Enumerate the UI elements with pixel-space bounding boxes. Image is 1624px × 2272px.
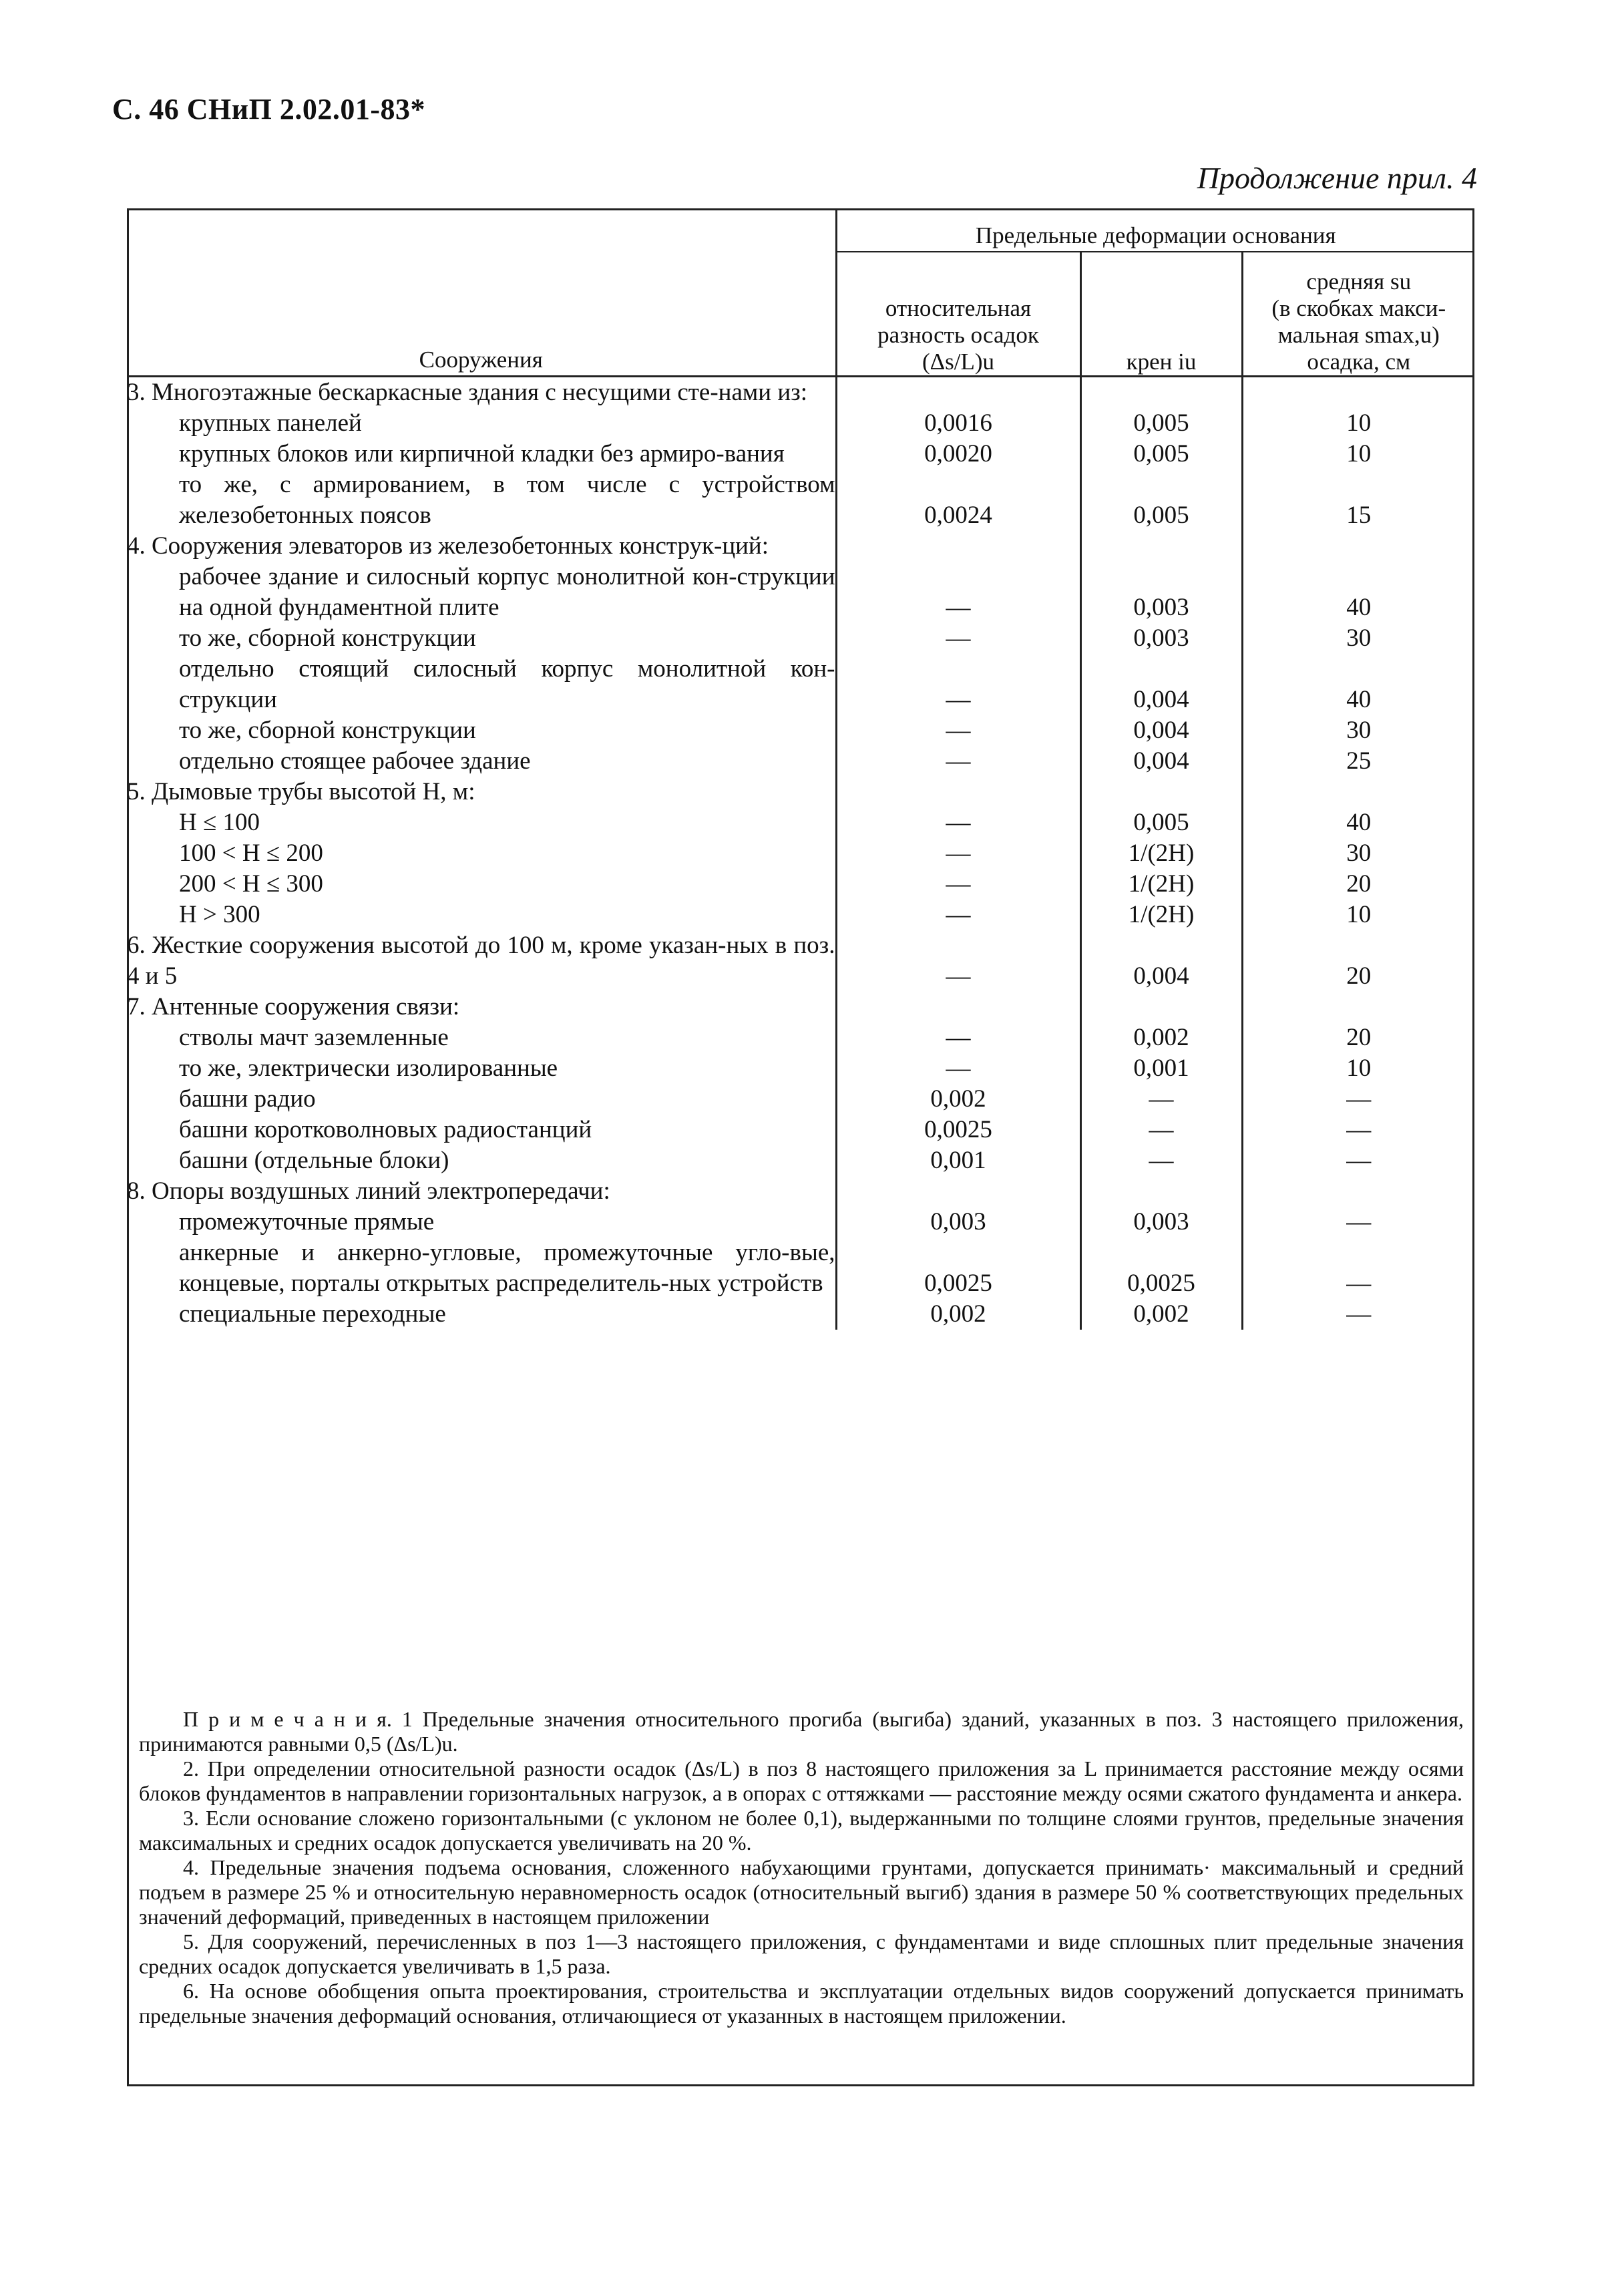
tilt-cell: 1/(2H) xyxy=(1080,838,1242,869)
settlement-cell: — xyxy=(1242,1115,1474,1145)
tilt-cell xyxy=(1080,777,1242,807)
tilt-cell: 0,003 xyxy=(1080,562,1242,623)
relative-difference-cell: — xyxy=(836,623,1080,654)
tilt-cell: 0,003 xyxy=(1080,623,1242,654)
settlement-cell xyxy=(1242,1176,1474,1207)
settlement-cell: — xyxy=(1242,1084,1474,1115)
row-name-cell: отдельно стоящее рабочее здание xyxy=(179,747,531,775)
settlement-cell: 10 xyxy=(1242,900,1474,930)
row-name-cell: то же, с армированием, в том числе с устройством железобетонных поясов xyxy=(179,471,835,529)
relative-difference-cell xyxy=(836,377,1080,409)
table-row xyxy=(127,654,1474,715)
note-5: 5. Для сооружений, перечисленных в поз 1—3 настоящего приложения, с фундаментами и виде сплошных плит предельные значения средних осадок допускается увеличивать в 1,5 раза. xyxy=(139,1929,1464,1978)
relative-difference-cell: — xyxy=(836,900,1080,930)
settlement-cell: 20 xyxy=(1242,869,1474,900)
table-row xyxy=(127,777,1474,807)
table-row xyxy=(127,1299,1474,1330)
notes-section xyxy=(139,1707,1464,2028)
table-row xyxy=(127,869,1474,900)
relative-difference-cell: — xyxy=(836,930,1080,992)
tilt-cell: 0,005 xyxy=(1080,439,1242,469)
table-row xyxy=(127,469,1474,531)
table-row xyxy=(127,838,1474,869)
row-name-cell: промежуточные прямые xyxy=(179,1208,435,1236)
row-name-cell: башни радио xyxy=(179,1085,316,1113)
table-row xyxy=(127,715,1474,746)
settlement-cell: 40 xyxy=(1242,654,1474,715)
relative-difference-cell: 0,002 xyxy=(836,1084,1080,1115)
relative-difference-cell: — xyxy=(836,654,1080,715)
tilt-cell: 0,004 xyxy=(1080,654,1242,715)
settlement-cell xyxy=(1242,531,1474,562)
relative-difference-cell xyxy=(836,1176,1080,1207)
settlement-cell xyxy=(1242,992,1474,1022)
relative-difference-cell: 0,0024 xyxy=(836,469,1080,531)
note-2: 2. При определении относительной разности осадок (Δs/L) в поз 8 настоящего приложения за L принимается расстояние между осями блоков фундаментов в направлении горизонтальных нагрузок, а в опорах с оттяжками — расстояние между осями сжатого фундамента и анкера. xyxy=(139,1756,1464,1805)
tilt-cell: — xyxy=(1080,1084,1242,1115)
row-name-cell: башни коротковолновых радиостанций xyxy=(179,1116,592,1143)
table-row xyxy=(127,562,1474,623)
tilt-cell: — xyxy=(1080,1115,1242,1145)
row-name-cell: башни (отдельные блоки) xyxy=(179,1147,449,1174)
settlement-cell: 40 xyxy=(1242,562,1474,623)
settlement-cell: 20 xyxy=(1242,930,1474,992)
row-name-cell: то же, сборной конструкции xyxy=(179,624,476,652)
relative-difference-cell: 0,0016 xyxy=(836,408,1080,439)
header-tilt: крен iu xyxy=(1080,252,1242,377)
tilt-cell: 0,002 xyxy=(1080,1022,1242,1053)
row-name-cell: стволы мачт заземленные xyxy=(179,1024,449,1051)
row-name-cell: 4. Сооружения элеваторов из железобетонных конструк-ций: xyxy=(127,532,769,560)
tilt-cell: 0,004 xyxy=(1080,930,1242,992)
tilt-cell: 0,004 xyxy=(1080,746,1242,777)
table-row xyxy=(127,1022,1474,1053)
table-row xyxy=(127,746,1474,777)
relative-difference-cell: 0,0025 xyxy=(836,1115,1080,1145)
settlement-cell: — xyxy=(1242,1207,1474,1238)
settlement-cell: 30 xyxy=(1242,715,1474,746)
relative-difference-cell: 0,0025 xyxy=(836,1238,1080,1299)
table-row xyxy=(127,531,1474,562)
settlement-cell: — xyxy=(1242,1145,1474,1176)
row-name-cell: H ≤ 100 xyxy=(179,809,260,836)
tilt-cell xyxy=(1080,992,1242,1022)
table-row xyxy=(127,408,1474,439)
note-6: 6. На основе обобщения опыта проектирования, строительства и эксплуатации отдельных видов сооружений допускается принимать предельные значения деформаций основания, отличающиеся от указанных в настоящем приложении. xyxy=(139,1979,1464,2028)
relative-difference-cell: 0,003 xyxy=(836,1207,1080,1238)
tilt-cell: 0,0025 xyxy=(1080,1238,1242,1299)
row-name-cell: крупных панелей xyxy=(179,409,362,437)
row-name-cell: 3. Многоэтажные бескаркасные здания с несущими сте-нами из: xyxy=(127,379,808,406)
table-row xyxy=(127,1053,1474,1084)
row-name-cell: 200 < H ≤ 300 xyxy=(179,870,323,898)
table-row xyxy=(127,1115,1474,1145)
row-name-cell: 100 < H ≤ 200 xyxy=(179,839,323,867)
table-row xyxy=(127,807,1474,838)
relative-difference-cell: — xyxy=(836,715,1080,746)
continuation-label: Продолжение прил. 4 xyxy=(1197,161,1477,195)
relative-difference-cell: — xyxy=(836,838,1080,869)
table-row xyxy=(127,439,1474,469)
table-row xyxy=(127,1145,1474,1176)
note-1: П р и м е ч а н и я. 1 Предельные значения относительного прогиба (выгиба) зданий, указанных в поз. 3 настоящего прилoжения, принимаются равными 0,5 (Δs/L)u. xyxy=(139,1707,1464,1756)
table-row xyxy=(127,377,1474,409)
settlement-cell: 30 xyxy=(1242,623,1474,654)
row-name-cell: крупных блоков или кирпичной кладки без армиро-вания xyxy=(179,440,785,467)
tilt-cell: 0,003 xyxy=(1080,1207,1242,1238)
tilt-cell: — xyxy=(1080,1145,1242,1176)
table-row xyxy=(127,992,1474,1022)
relative-difference-cell: 0,002 xyxy=(836,1299,1080,1330)
row-name-cell: 5. Дымовые трубы высотой H, м: xyxy=(127,778,475,805)
table-row xyxy=(127,1238,1474,1299)
row-name-cell: рабочее здание и силосный корпус монолитной кон-струкции на одной фундаментной плите xyxy=(179,563,835,621)
header-settlement: средняя su (в скобках макси- мальная smax,u) осадка, см xyxy=(1242,252,1474,377)
settlement-cell: 25 xyxy=(1242,746,1474,777)
relative-difference-cell: — xyxy=(836,746,1080,777)
header-structures: Сооружения xyxy=(127,208,836,377)
relative-difference-cell: — xyxy=(836,807,1080,838)
row-name-cell: специальные переходные xyxy=(179,1300,446,1328)
row-name-cell: 6. Жесткие сооружения высотой до 100 м, кроме указан-ных в поз. 4 и 5 xyxy=(127,932,835,990)
settlement-cell: 15 xyxy=(1242,469,1474,531)
relative-difference-cell: 0,001 xyxy=(836,1145,1080,1176)
table-row xyxy=(127,623,1474,654)
row-name-cell: то же, электрически изолированные xyxy=(179,1055,558,1082)
tilt-cell: 0,005 xyxy=(1080,408,1242,439)
settlement-cell xyxy=(1242,777,1474,807)
table-row xyxy=(127,930,1474,992)
tilt-cell: 1/(2H) xyxy=(1080,900,1242,930)
table-row xyxy=(127,1207,1474,1238)
row-name-cell: 7. Антенные сооружения связи: xyxy=(127,993,460,1020)
settlement-cell: 30 xyxy=(1242,838,1474,869)
relative-difference-cell xyxy=(836,992,1080,1022)
settlement-cell xyxy=(1242,377,1474,409)
row-name-cell: то же, сборной конструкции xyxy=(179,717,476,744)
settlement-cell: — xyxy=(1242,1238,1474,1299)
tilt-cell: 1/(2H) xyxy=(1080,869,1242,900)
table-body xyxy=(127,377,1474,1330)
deformation-limits-table xyxy=(127,208,1474,1330)
tilt-cell xyxy=(1080,377,1242,409)
row-name-cell: 8. Опоры воздушных линий электропередачи: xyxy=(127,1177,610,1205)
header-relative-difference: относительная разность осадок (Δs/L)u xyxy=(836,252,1080,377)
settlement-cell: 10 xyxy=(1242,1053,1474,1084)
settlement-cell: 10 xyxy=(1242,439,1474,469)
tilt-cell xyxy=(1080,1176,1242,1207)
table-row xyxy=(127,1084,1474,1115)
settlement-cell: 40 xyxy=(1242,807,1474,838)
note-3: 3. Если основание сложено горизонтальными (с уклоном не более 0,1), выдержанными по толщине слоями грунтов, предельные значения максимальных и средних осадок допускается увеличивать на 20 %. xyxy=(139,1806,1464,1855)
row-name-cell: анкерные и анкерно-угловые, промежуточные угло-вые, концевые, порталы открытых распределитель-ных устройств xyxy=(179,1239,835,1297)
relative-difference-cell xyxy=(836,531,1080,562)
settlement-cell: 10 xyxy=(1242,408,1474,439)
table-row xyxy=(127,1176,1474,1207)
tilt-cell: 0,001 xyxy=(1080,1053,1242,1084)
relative-difference-cell: — xyxy=(836,562,1080,623)
page-reference: С. 46 СНиП 2.02.01-83* xyxy=(112,93,426,126)
row-name-cell: H > 300 xyxy=(179,901,260,928)
settlement-cell: — xyxy=(1242,1299,1474,1330)
tilt-cell xyxy=(1080,531,1242,562)
header-deformation-group: Предельные деформации основания xyxy=(836,208,1474,252)
relative-difference-cell: — xyxy=(836,1022,1080,1053)
tilt-cell: 0,004 xyxy=(1080,715,1242,746)
relative-difference-cell xyxy=(836,777,1080,807)
row-name-cell: отдельно стоящий силосный корпус монолитной кон-струкции xyxy=(179,655,835,713)
relative-difference-cell: 0,0020 xyxy=(836,439,1080,469)
relative-difference-cell: — xyxy=(836,869,1080,900)
tilt-cell: 0,005 xyxy=(1080,469,1242,531)
note-4: 4. Предельные значения подъема основания, сложенного набухающими грунтами, допускается принимать· максимальный и средний подъем в размере 25 % и относительную неравномерность осадок (относительный выгиб) здания в размере 50 % соответствующих предельных значений деформаций, приведенных в настоящем приложении xyxy=(139,1855,1464,1929)
tilt-cell: 0,005 xyxy=(1080,807,1242,838)
relative-difference-cell: — xyxy=(836,1053,1080,1084)
settlement-cell: 20 xyxy=(1242,1022,1474,1053)
tilt-cell: 0,002 xyxy=(1080,1299,1242,1330)
table-row xyxy=(127,900,1474,930)
